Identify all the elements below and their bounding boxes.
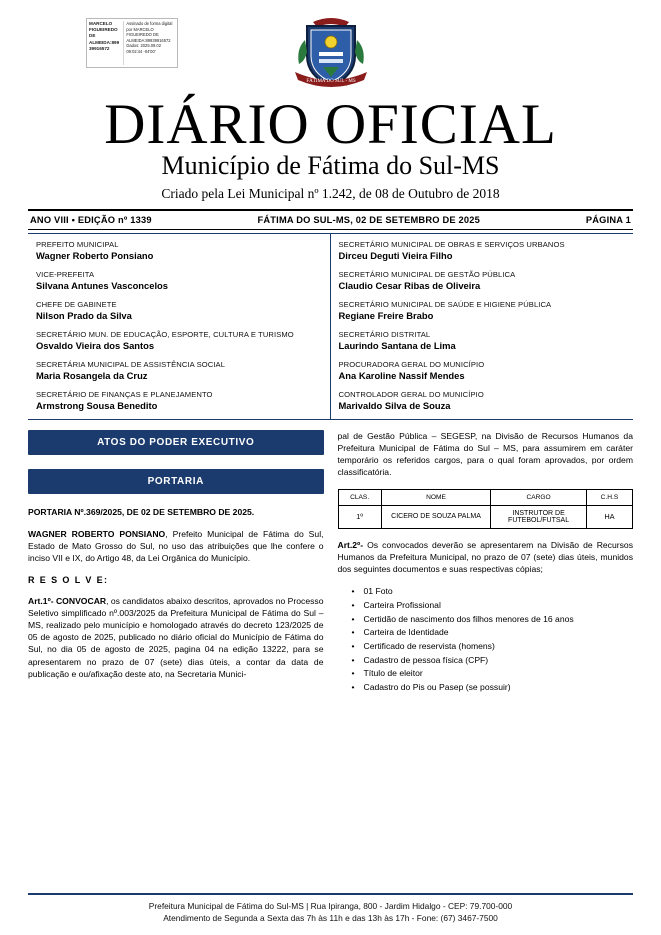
list-item: • Título de eleitor	[364, 667, 634, 680]
list-item: • Cadastro de pessoa física (CPF)	[364, 654, 634, 667]
official-name: Regiane Freire Brabo	[338, 309, 434, 321]
creation-law-line: Criado pela Lei Municipal nº 1.242, de 08 de Outubro de 2018	[161, 185, 500, 201]
official-entry	[339, 330, 626, 351]
article-2-text: Os convocados deverão se apresentarem na Divisão de Recursos Humanos da Prefeitura Municipal, no prazo de 07 (sete) dias úteis, munidos dos seguintes documentos e suas respectivas cópias;	[337, 539, 633, 574]
official-entry	[339, 270, 626, 291]
portaria-number: PORTARIA Nº.369/2025, DE 02 DE SETEMBRO DE 2025.	[28, 506, 255, 517]
official-entry	[36, 240, 322, 261]
footer-hours: Atendimento de Segunda a Sexta das 7h às 11h e das 13h às 17h - Fone: (67) 3467-7500	[163, 913, 498, 924]
issue-divider	[28, 229, 633, 230]
official-role: CONTROLADOR GERAL DO MUNICÍPIO	[338, 389, 484, 399]
preamble-paragraph	[28, 528, 324, 565]
article-2-paragraph	[338, 539, 634, 576]
official-role: SECRETÁRIO MUNICIPAL DE SAÚDE E HIGIENE PÚBLICA	[338, 299, 552, 309]
official-role: VICE-PREFEITA	[36, 269, 95, 279]
official-entry	[36, 330, 322, 351]
article-1-label: Art.1º- CONVOCAR	[28, 595, 107, 606]
page-subtitle: Município de Fátima do Sul-MS	[161, 151, 500, 181]
page-number: PÁGINA 1	[585, 214, 631, 225]
official-name: Laurindo Santana de Lima	[338, 339, 456, 351]
column-header-chs: C.H.S	[586, 489, 632, 505]
list-item: • Certificado de reservista (homens)	[364, 640, 634, 653]
list-item: • 01 Foto	[364, 585, 634, 598]
column-left	[28, 430, 324, 695]
officials-table	[28, 233, 633, 420]
official-role: SECRETÁRIO MUN. DE EDUCAÇÃO, ESPORTE, CULTURA E TURISMO	[36, 329, 294, 339]
masthead	[28, 0, 633, 202]
issue-date: FÁTIMA DO SUL-MS, 02 DE SETEMBRO DE 2025	[257, 214, 481, 225]
official-name: Dirceu Deguti Vieira Filho	[338, 249, 453, 261]
classification-table	[338, 489, 634, 529]
official-entry	[36, 270, 322, 291]
official-role: SECRETÁRIO MUNICIPAL DE OBRAS E SERVIÇOS URBANOS	[338, 239, 565, 249]
official-role: PREFEITO MUNICIPAL	[36, 239, 119, 249]
cell-cargo: INSTRUTOR DE FUTEBOL/FUTSAL	[491, 505, 587, 528]
official-name: Maria Rosangela da Cruz	[36, 369, 148, 381]
column-header-cargo: CARGO	[491, 489, 587, 505]
article-1-continuation: pal de Gestão Pública – SEGESP, na Divisão de Recursos Humanos da Prefeitura Municipal de Fátima do Sul – MS, para assumirem em caráter temporário os referidos cargos, para o qual foram aprovados, por ordem classificatória.	[337, 430, 633, 478]
official-role: CHEFE DE GABINETE	[36, 299, 117, 309]
section-banner-executive: ATOS DO PODER EXECUTIVO	[28, 430, 324, 455]
list-item: • Cadastro do Pis ou Pasep (se possuir)	[364, 681, 634, 694]
cell-chs: HA	[586, 505, 632, 528]
article-2-label: Art.2º-	[337, 539, 364, 550]
body-columns	[28, 430, 633, 695]
article-1-text: , os candidatos abaixo descritos, aprovados no Processo Seletivo simplificado nº.003/2025 da Prefeitura Municipal de Fátima do Sul – MS, realizado pelo município e homologado através do decreto 123/2025 de 05 de agosto de 2025, publicado no diário oficial do Município de Fátima do Sul, no dia 05 de agosto de 2025, pagina 04 na edição 13222, para se apresentarem no prazo de 07 (sete) dias úteis, a contar da data de publicação e ou/afixação deste ato, na Secretaria Munici-	[28, 595, 324, 679]
official-entry	[36, 300, 322, 321]
page-footer	[28, 893, 633, 925]
official-role: SECRETÁRIO DE FINANÇAS E PLANEJAMENTO	[36, 389, 213, 399]
column-header-clas: CLAS.	[338, 489, 381, 505]
official-name: Marivaldo Silva de Souza	[338, 399, 451, 411]
official-role: SECRETÁRIO MUNICIPAL DE GESTÃO PÚBLICA	[338, 269, 516, 279]
issue-bar	[28, 211, 633, 229]
signature-name: MARCELO FIGUEIREDO DE ALMEIDA:899 39916572	[89, 21, 120, 51]
official-name: Osvaldo Vieira dos Santos	[36, 339, 155, 351]
preamble-mayor-name: WAGNER ROBERTO PONSIANO	[28, 528, 166, 539]
coat-of-arms-icon	[283, 12, 379, 94]
official-entry	[339, 360, 626, 381]
list-item: • Certidão de nascimento dos filhos menores de 16 anos	[364, 613, 634, 626]
cell-clas: 1º	[338, 505, 381, 528]
preamble-text: , Prefeito Municipal de Fátima do Sul, Estado de Mato Grosso do Sul, no uso das atribuições que lhe confere o inciso VII e IX, do Artigo 48, da Lei Orgânica do Município.	[28, 528, 324, 564]
footer-address: Prefeitura Municipal de Fátima do Sul-MS | Rua Ipiranga, 800 - Jardim Hidalgo - CEP: 79.700-000	[148, 900, 513, 911]
official-name: Nilson Prado da Silva	[36, 309, 132, 321]
issue-year-edition: ANO VIII • EDIÇÃO nº 1339	[30, 214, 152, 225]
officials-column-right	[331, 234, 634, 419]
officials-column-left	[28, 234, 331, 419]
official-role: SECRETÁRIA MUNICIPAL DE ASSISTÊNCIA SOCIAL	[36, 359, 226, 369]
official-name: Claudio Cesar Ribas de Oliveira	[338, 279, 481, 291]
list-item: • Carteira de Identidade	[364, 626, 634, 639]
svg-text:FÁTIMA DO SUL - MS: FÁTIMA DO SUL - MS	[305, 79, 356, 84]
cell-nome: CICERO DE SOUZA PALMA	[381, 505, 490, 528]
column-header-nome: NOME	[381, 489, 490, 505]
official-name: Ana Karoline Nassif Mendes	[338, 369, 465, 381]
digital-signature-stamp	[86, 18, 178, 68]
official-entry	[36, 390, 322, 411]
official-name: Silvana Antunes Vasconcelos	[36, 279, 168, 291]
signature-details: Assinado de forma digital por MARCELO FIGUEIREDO DE ALMEIDA:89939916572 Dados: 2025.09.02 09:02:44 -04'00'	[123, 21, 175, 65]
official-role: PROCURADORA GERAL DO MUNICÍPIO	[338, 359, 485, 369]
section-banner-portaria: PORTARIA	[28, 469, 324, 494]
article-1-paragraph	[28, 595, 324, 680]
official-entry	[339, 390, 626, 411]
official-entry	[339, 240, 626, 261]
official-entry	[339, 300, 626, 321]
official-entry	[36, 360, 322, 381]
official-name: Wagner Roberto Ponsiano	[36, 249, 154, 261]
table-header-row	[338, 489, 633, 505]
resolve-heading: R E S O L V E:	[28, 574, 109, 585]
official-role: SECRETÁRIO DISTRITAL	[338, 329, 431, 339]
required-documents-list	[338, 585, 634, 694]
table-row	[338, 505, 633, 528]
official-name: Armstrong Sousa Benedito	[36, 399, 158, 411]
page-title: DIÁRIO OFICIAL	[104, 93, 557, 156]
list-item: • Carteira Profissional	[364, 599, 634, 612]
column-right	[338, 430, 634, 695]
